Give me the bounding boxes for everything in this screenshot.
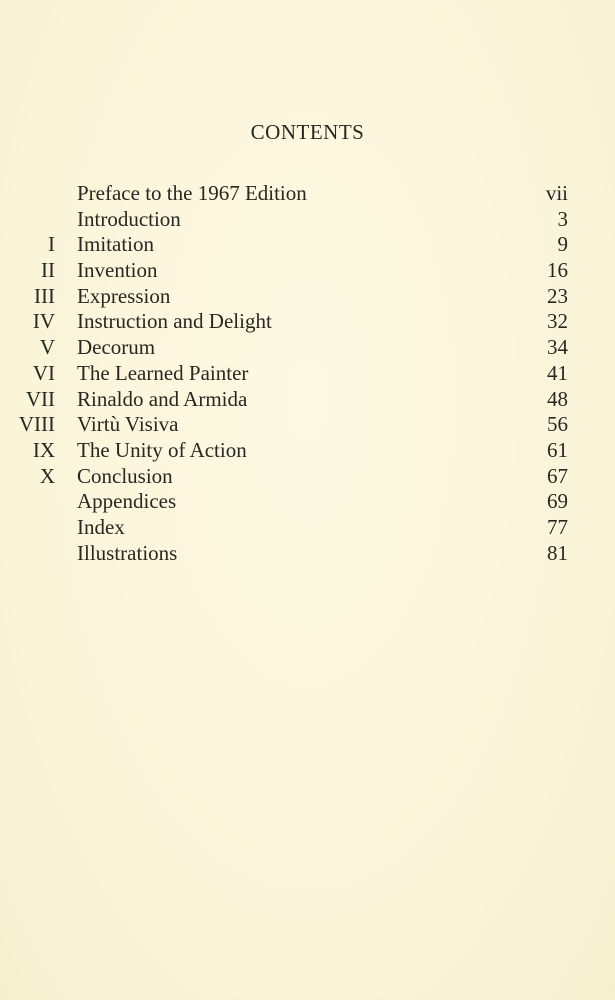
page-number: 67 [547,463,568,488]
chapter-title: Imitation [77,232,154,257]
table-of-contents [0,180,615,565]
chapter-title: Appendices [77,489,177,514]
page-number: 23 [547,283,568,308]
chapter-number: I [48,232,55,257]
chapter-title: Conclusion [77,463,173,488]
chapter-number: V [39,335,55,360]
chapter-number: IV [32,309,55,334]
toc-entry [0,308,615,334]
chapter-title: Expression [77,283,171,308]
page-number: 3 [557,206,568,231]
chapter-number: III [34,283,55,308]
chapter-title: The Unity of Action [77,437,247,462]
toc-entry [0,437,615,463]
page-number: 77 [547,514,568,539]
chapter-title: Invention [77,258,158,283]
toc-entry [0,283,615,309]
page-number: 41 [547,360,568,385]
chapter-title: Introduction [77,206,181,231]
page-number: 9 [557,232,568,257]
chapter-title: Index [77,514,125,539]
toc-entry [0,206,615,232]
toc-entry [0,231,615,257]
page-number: 61 [547,437,568,462]
toc-entry [0,540,615,566]
chapter-number: VIII [18,412,55,437]
page-number: vii [545,181,568,205]
chapter-number: II [41,258,55,283]
toc-entry [0,488,615,514]
chapter-number: VI [32,360,55,385]
toc-entry [0,334,615,360]
toc-entry [0,411,615,437]
page-number: 56 [547,412,568,437]
page-number: 69 [547,489,568,514]
page-number: 16 [547,258,568,283]
toc-entry [0,180,615,206]
toc-entry [0,514,615,540]
page-number: 81 [547,540,568,565]
chapter-title: Instruction and Delight [77,309,272,334]
page-number: 34 [547,335,568,360]
toc-entry [0,463,615,489]
chapter-number: VII [25,386,55,411]
chapter-title: Virtù Visiva [77,412,179,437]
chapter-number: IX [32,437,55,462]
page-number: 32 [547,309,568,334]
toc-entry [0,360,615,386]
chapter-title: Decorum [77,335,156,360]
chapter-title: Rinaldo and Armida [77,386,248,411]
chapter-title: The Learned Painter [77,360,249,385]
page-number: 48 [547,386,568,411]
chapter-title: Illustrations [77,540,178,565]
chapter-number: X [39,463,55,488]
contents-heading: CONTENTS [250,120,365,144]
chapter-title: Preface to the 1967 Edition [77,181,307,205]
toc-entry [0,386,615,412]
toc-entry [0,257,615,283]
